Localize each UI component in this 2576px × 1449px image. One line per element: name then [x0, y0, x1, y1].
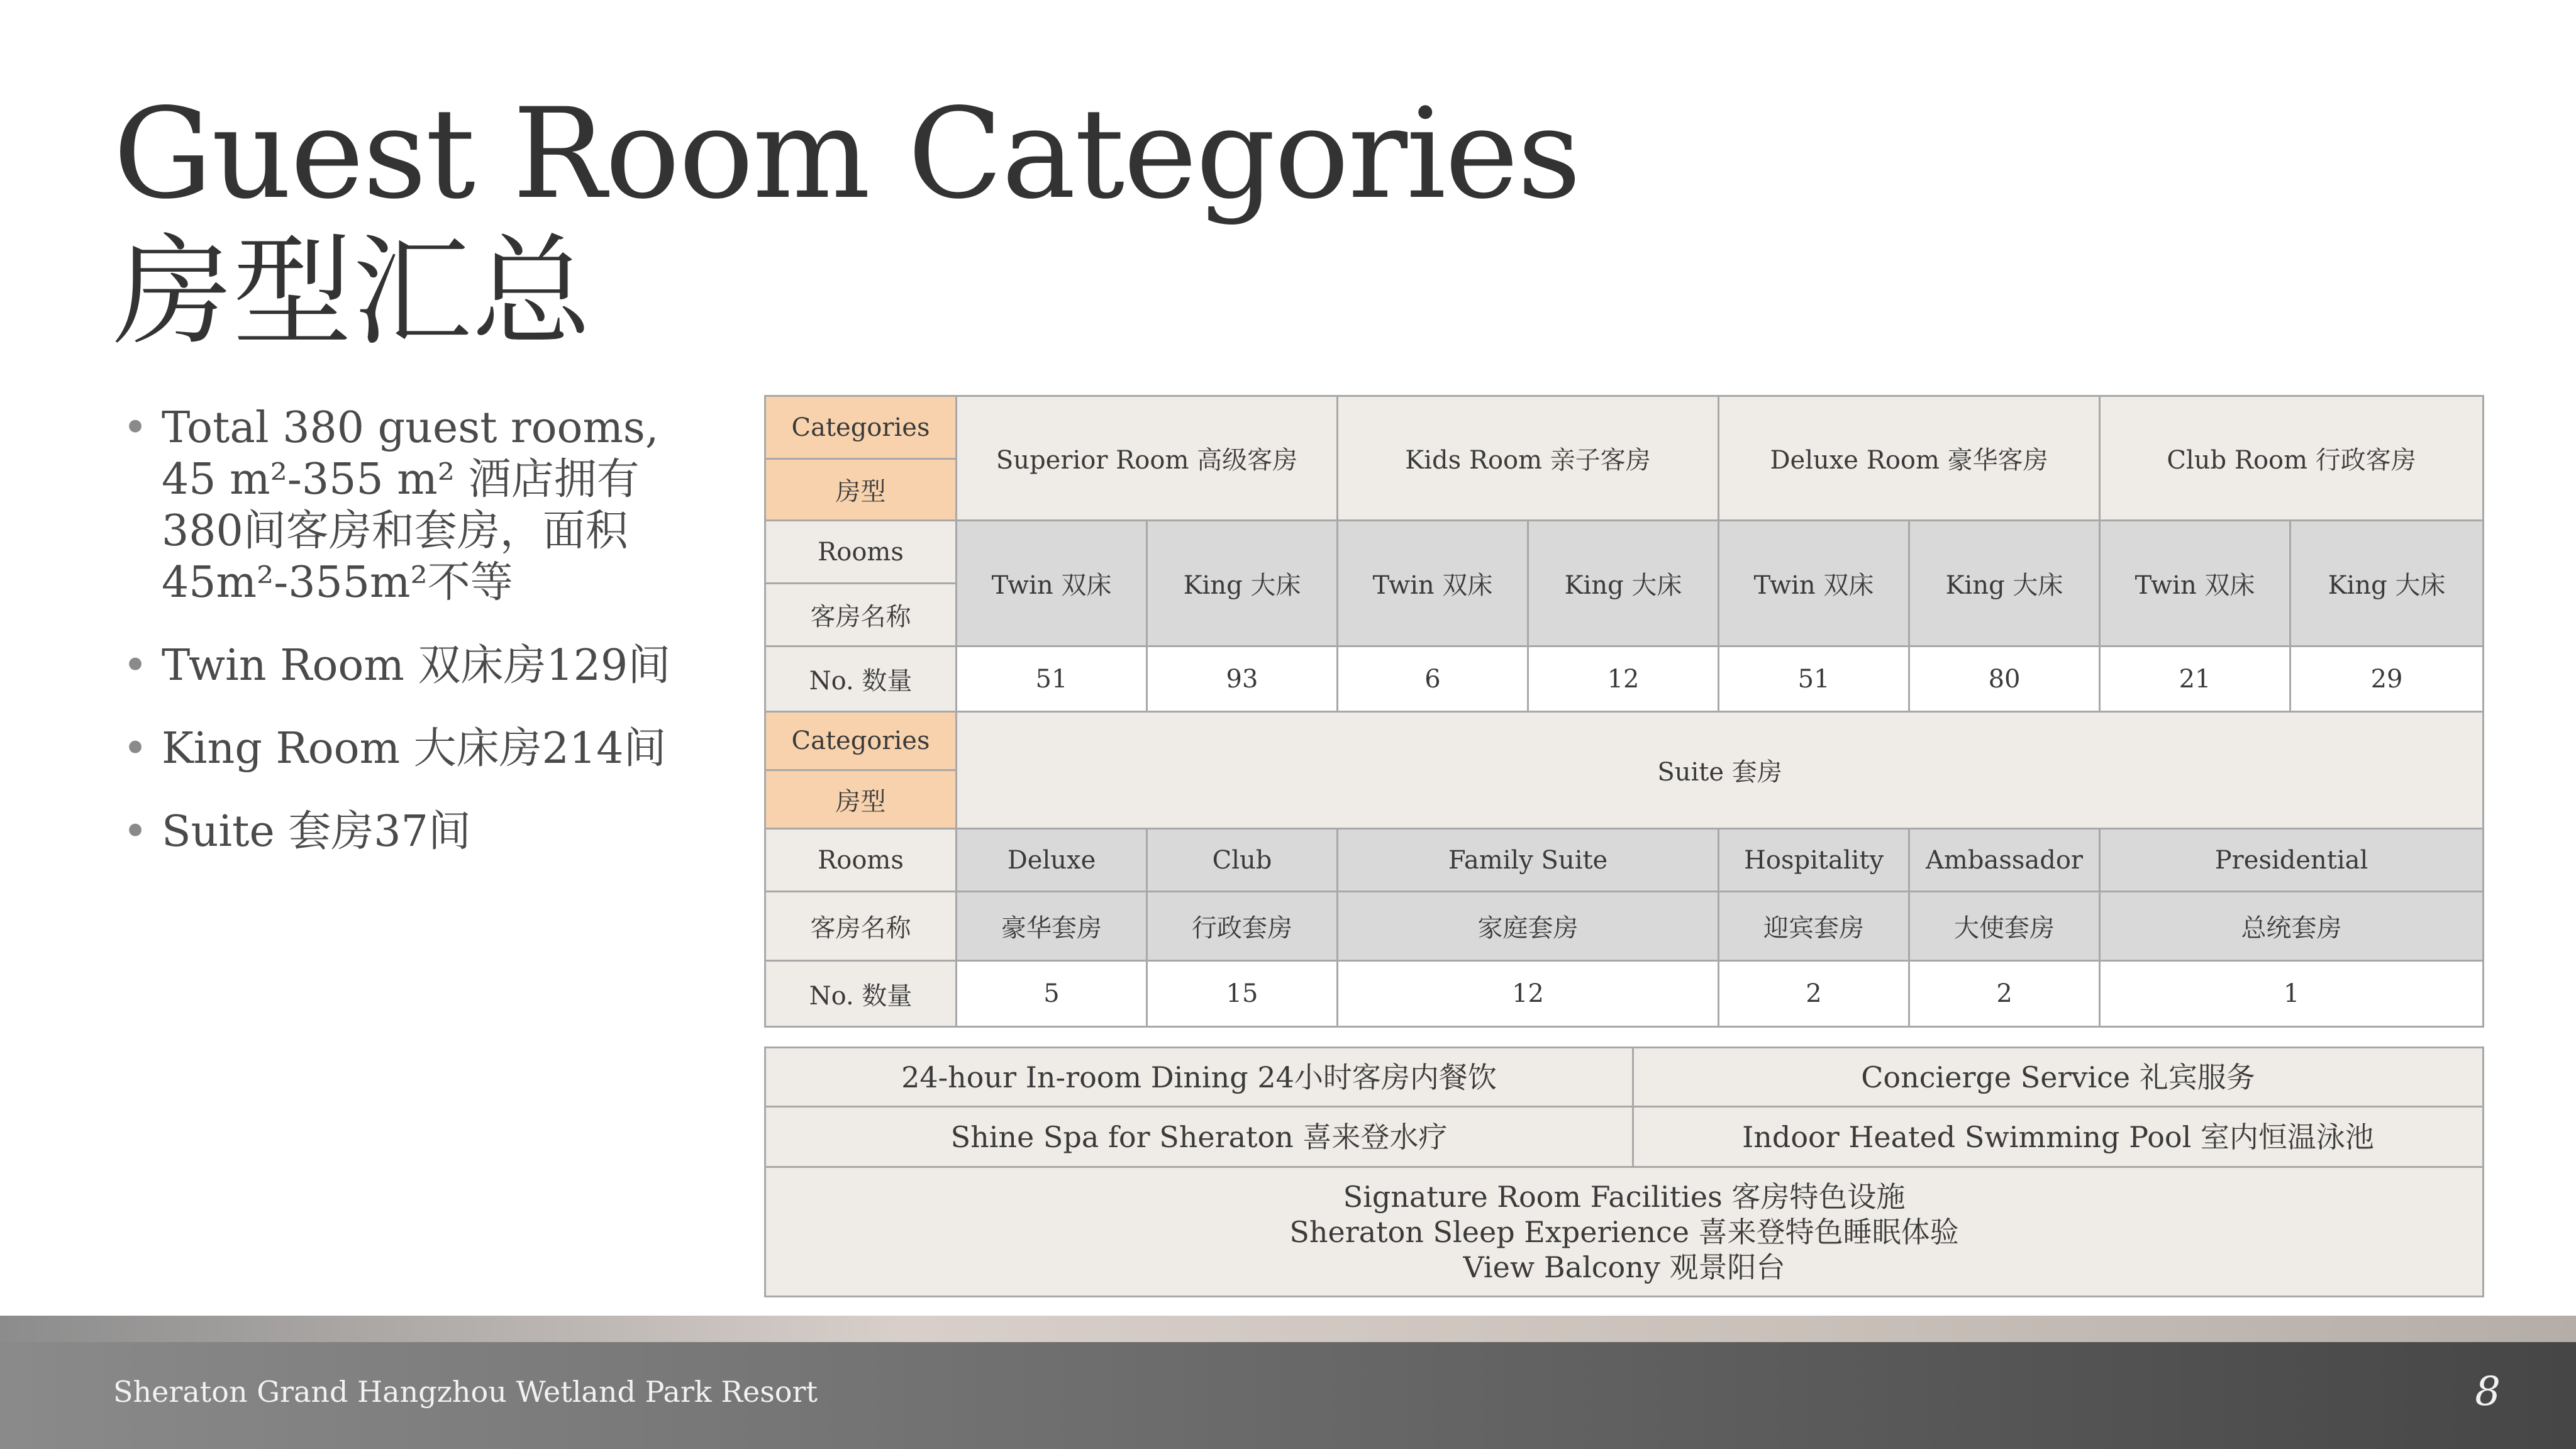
suite-name-cn-cell: 家庭套房: [1338, 892, 1719, 961]
suite-count-cell: 12: [1338, 961, 1719, 1027]
suite-name-cell: Club: [1147, 829, 1338, 892]
categories-label-cell: Categories: [765, 396, 957, 459]
suite-name-cn-cell: 总统套房: [2100, 892, 2484, 961]
suite-header-cell: Suite 套房: [957, 712, 2484, 829]
amenity-line: Signature Room Facilities 客房特色设施: [1343, 1179, 1906, 1214]
amenity-cell: 24-hour In-room Dining 24小时客房内餐饮: [765, 1048, 1633, 1107]
room-type-cell: Twin 双床: [1719, 521, 1909, 647]
room-categories-table: [764, 395, 2484, 1028]
suite-count-cell: 1: [2100, 961, 2484, 1027]
room-type-cell: King 大床: [1909, 521, 2100, 647]
bullet-total-rooms: [123, 402, 720, 609]
count-cell: 12: [1528, 647, 1719, 712]
suite-rooms-label-cell-cn: 客房名称: [765, 892, 957, 961]
suite-name-cn-cell: 大使套房: [1909, 892, 2100, 961]
suite-categories-label-cell: Categories: [765, 712, 957, 770]
page-number: 8: [2475, 1368, 2501, 1415]
bullet-text: Twin Room 双床房129间: [162, 641, 671, 691]
room-type-cell: Twin 双床: [1338, 521, 1528, 647]
rooms-label-cell-cn: 客房名称: [765, 584, 957, 647]
amenity-line: View Balcony 观景阳台: [1463, 1250, 1785, 1284]
bullet-dot-icon: •: [123, 641, 148, 691]
category-superior-room: Superior Room 高级客房: [957, 396, 1338, 521]
category-kids-room: Kids Room 亲子客房: [1338, 396, 1719, 521]
suite-rooms-label-cell: Rooms: [765, 829, 957, 892]
suite-name-cell: Hospitality: [1719, 829, 1909, 892]
suite-count-cell: 2: [1719, 961, 1909, 1027]
suite-count-cell: 15: [1147, 961, 1338, 1027]
page-title: Guest Room Categories: [113, 81, 1580, 226]
bullet-king-rooms: [123, 723, 720, 775]
count-cell: 51: [1719, 647, 1909, 712]
count-cell: 93: [1147, 647, 1338, 712]
amenity-cell: Indoor Heated Swimming Pool 室内恒温泳池: [1633, 1107, 2484, 1167]
room-type-cell: Twin 双床: [2100, 521, 2290, 647]
footer-bar: [0, 1342, 2576, 1449]
amenity-cell: Concierge Service 礼宾服务: [1633, 1048, 2484, 1107]
suite-count-cell: 2: [1909, 961, 2100, 1027]
suite-categories-label-cell-cn: 房型: [765, 770, 957, 829]
count-cell: 51: [957, 647, 1147, 712]
bullet-text: Suite 套房37间: [162, 807, 471, 857]
bullet-dot-icon: •: [123, 724, 148, 774]
count-cell: 80: [1909, 647, 2100, 712]
room-type-cell: King 大床: [1528, 521, 1719, 647]
suite-name-cell: Family Suite: [1338, 829, 1719, 892]
room-type-cell: Twin 双床: [957, 521, 1147, 647]
count-cell: 21: [2100, 647, 2290, 712]
signature-facilities-cell: [765, 1167, 2484, 1297]
suite-name-cn-cell: 行政套房: [1147, 892, 1338, 961]
suite-name-cn-cell: 迎宾套房: [1719, 892, 1909, 961]
category-club-room: Club Room 行政客房: [2100, 396, 2484, 521]
amenity-line: Sheraton Sleep Experience 喜来登特色睡眠体验: [1289, 1214, 1959, 1249]
suite-name-cell: Presidential: [2100, 829, 2484, 892]
suite-count-label-cell: No. 数量: [765, 961, 957, 1027]
suite-name-cn-cell: 豪华套房: [957, 892, 1147, 961]
amenity-cell: Shine Spa for Sheraton 喜来登水疗: [765, 1107, 1633, 1167]
bullet-dot-icon: •: [123, 403, 148, 453]
bullet-text: King Room 大床房214间: [162, 724, 667, 774]
bullet-suites: [123, 806, 720, 858]
rooms-label-cell: Rooms: [765, 521, 957, 584]
bullet-dot-icon: •: [123, 807, 148, 857]
page-title-chinese: 房型汇总: [113, 223, 592, 362]
count-cell: 6: [1338, 647, 1528, 712]
bullet-twin-rooms: [123, 640, 720, 692]
footer-hotel-name: Sheraton Grand Hangzhou Wetland Park Resort: [113, 1375, 818, 1409]
categories-label-cell-cn: 房型: [765, 459, 957, 521]
count-cell: 29: [2290, 647, 2484, 712]
suite-name-cell: Deluxe: [957, 829, 1147, 892]
summary-bullet-list: [123, 402, 720, 889]
amenities-table: [764, 1046, 2484, 1297]
bullet-text: Total 380 guest rooms, 45 m²-355 m² 酒店拥有380间客房和套房，面积45m²-355m²不等: [162, 403, 659, 608]
footer-accent-strip: [0, 1316, 2576, 1342]
count-label-cell: No. 数量: [765, 647, 957, 712]
suite-name-cell: Ambassador: [1909, 829, 2100, 892]
room-type-cell: King 大床: [2290, 521, 2484, 647]
category-deluxe-room: Deluxe Room 豪华客房: [1719, 396, 2100, 521]
room-type-cell: King 大床: [1147, 521, 1338, 647]
suite-count-cell: 5: [957, 961, 1147, 1027]
